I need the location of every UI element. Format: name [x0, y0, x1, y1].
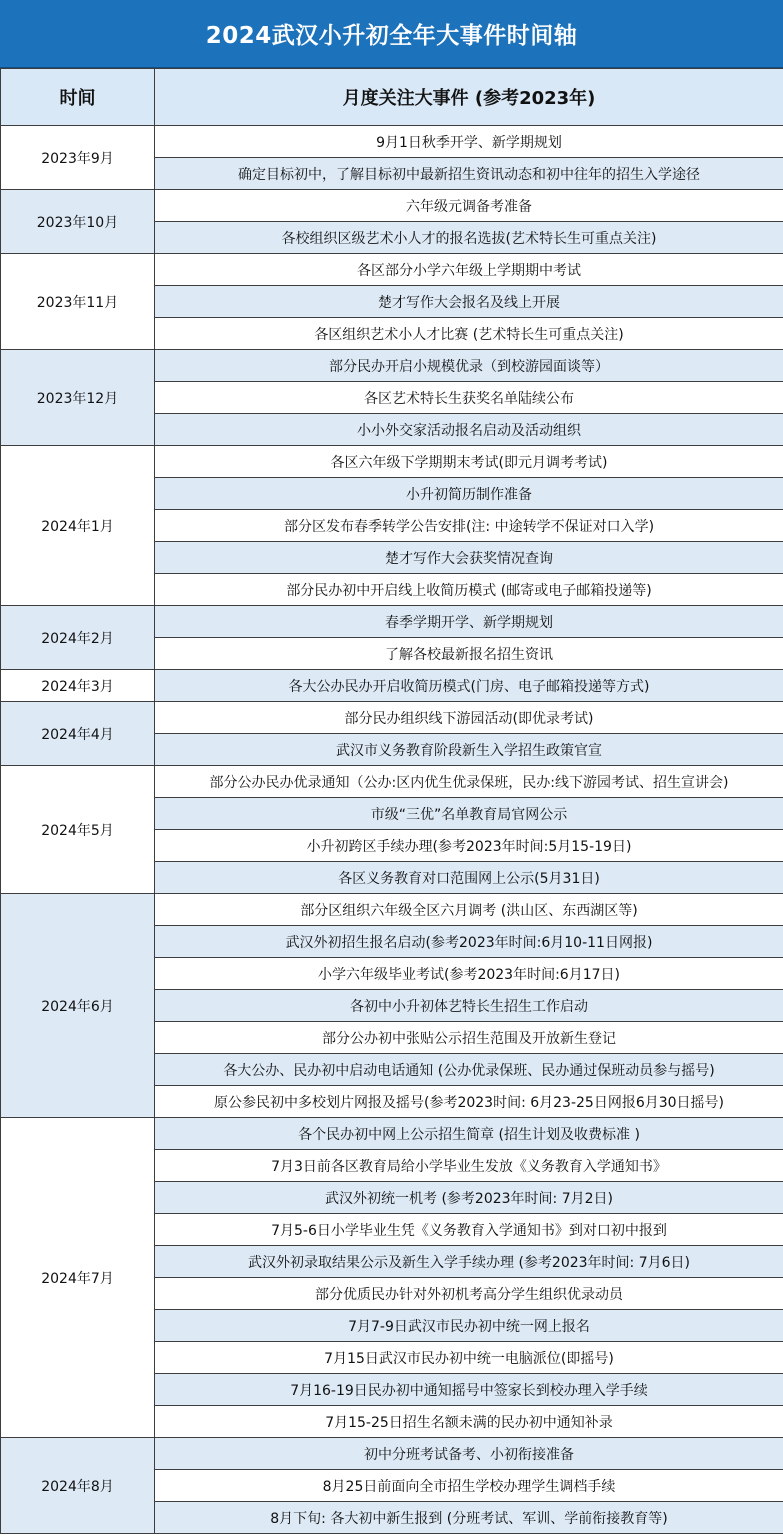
- month-cell: 2024年6月: [1, 894, 155, 1118]
- event-cell: 各大公办民办开启收简历模式(门房、电子邮箱投递等方式): [155, 670, 783, 702]
- event-cell: 确定目标初中，了解目标初中最新招生资讯动态和初中往年的招生入学途径: [155, 158, 783, 190]
- event-cell: 7月3日前各区教育局给小学毕业生发放《义务教育入学通知书》: [155, 1150, 783, 1182]
- month-cell: 2024年1月: [1, 446, 155, 606]
- table-row: [1, 190, 783, 222]
- month-cell: 2023年11月: [1, 254, 155, 350]
- page-title: 2024武汉小升初全年大事件时间轴: [0, 0, 783, 68]
- event-cell: 各区部分小学六年级上学期期中考试: [155, 254, 783, 286]
- event-cell: 武汉外初录取结果公示及新生入学手续办理 (参考2023年时间: 7月6日): [155, 1246, 783, 1278]
- event-cell: 部分民办组织线下游园活动(即优录考试): [155, 702, 783, 734]
- event-cell: 各区义务教育对口范围网上公示(5月31日): [155, 862, 783, 894]
- table-row: [1, 766, 783, 798]
- table-row: [1, 126, 783, 158]
- events-column-header: 月度关注大事件 (参考2023年): [155, 69, 783, 126]
- timeline-table: [0, 68, 783, 1534]
- event-cell: 7月15日武汉市民办初中统一电脑派位(即摇号): [155, 1342, 783, 1374]
- event-cell: 各区组织艺术小人才比赛 (艺术特长生可重点关注): [155, 318, 783, 350]
- table-header-row: [1, 69, 783, 126]
- event-cell: 武汉外初统一机考 (参考2023年时间: 7月2日): [155, 1182, 783, 1214]
- table-row: [1, 702, 783, 734]
- event-cell: 小小外交家活动报名启动及活动组织: [155, 414, 783, 446]
- event-cell: 部分公办民办优录通知（公办:区内优生优录保班，民办:线下游园考试、招生宣讲会): [155, 766, 783, 798]
- event-cell: 部分民办初中开启线上收简历模式 (邮寄或电子邮箱投递等): [155, 574, 783, 606]
- table-row: [1, 1118, 783, 1150]
- event-cell: 楚才写作大会报名及线上开展: [155, 286, 783, 318]
- event-cell: 原公参民初中多校划片网报及摇号(参考2023时间: 6月23-25日网报6月30日摇号): [155, 1086, 783, 1118]
- table-row: [1, 1438, 783, 1470]
- event-cell: 各区艺术特长生获奖名单陆续公布: [155, 382, 783, 414]
- event-cell: 小升初简历制作准备: [155, 478, 783, 510]
- month-cell: 2023年12月: [1, 350, 155, 446]
- event-cell: 7月15-25日招生名额未满的民办初中通知补录: [155, 1406, 783, 1438]
- table-row: [1, 254, 783, 286]
- event-cell: 小学六年级毕业考试(参考2023年时间:6月17日): [155, 958, 783, 990]
- month-cell: 2024年7月: [1, 1118, 155, 1438]
- event-cell: 小升初跨区手续办理(参考2023年时间:5月15-19日): [155, 830, 783, 862]
- event-cell: 各校组织区级艺术小人才的报名选拔(艺术特长生可重点关注): [155, 222, 783, 254]
- month-cell: 2023年10月: [1, 190, 155, 254]
- month-cell: 2024年4月: [1, 702, 155, 766]
- month-cell: 2024年8月: [1, 1438, 155, 1534]
- month-cell: 2024年2月: [1, 606, 155, 670]
- table-row: [1, 670, 783, 702]
- event-cell: 初中分班考试备考、小初衔接准备: [155, 1438, 783, 1470]
- timeline-body: [1, 126, 783, 1534]
- event-cell: 部分公办初中张贴公示招生范围及开放新生登记: [155, 1022, 783, 1054]
- event-cell: 市级“三优”名单教育局官网公示: [155, 798, 783, 830]
- event-cell: 各初中小升初体艺特长生招生工作启动: [155, 990, 783, 1022]
- event-cell: 六年级元调备考准备: [155, 190, 783, 222]
- event-cell: 武汉外初招生报名启动(参考2023年时间:6月10-11日网报): [155, 926, 783, 958]
- table-row: [1, 894, 783, 926]
- event-cell: 部分区发布春季转学公告安排(注: 中途转学不保证对口入学): [155, 510, 783, 542]
- event-cell: 部分民办开启小规模优录（到校游园面谈等）: [155, 350, 783, 382]
- event-cell: 各区六年级下学期期末考试(即元月调考考试): [155, 446, 783, 478]
- event-cell: 部分优质民办针对外初机考高分学生组织优录动员: [155, 1278, 783, 1310]
- event-cell: 8月25日前面向全市招生学校办理学生调档手续: [155, 1470, 783, 1502]
- event-cell: 8月下旬: 各大初中新生报到 (分班考试、军训、学前衔接教育等): [155, 1502, 783, 1534]
- event-cell: 部分区组织六年级全区六月调考 (洪山区、东西湖区等): [155, 894, 783, 926]
- event-cell: 9月1日秋季开学、新学期规划: [155, 126, 783, 158]
- time-column-header: 时间: [1, 69, 155, 126]
- event-cell: 各个民办初中网上公示招生简章 (招生计划及收费标准 ): [155, 1118, 783, 1150]
- event-cell: 各大公办、民办初中启动电话通知 (公办优录保班、民办通过保班动员参与摇号): [155, 1054, 783, 1086]
- table-row: [1, 350, 783, 382]
- event-cell: 7月5-6日小学毕业生凭《义务教育入学通知书》到对口初中报到: [155, 1214, 783, 1246]
- event-cell: 春季学期开学、新学期规划: [155, 606, 783, 638]
- month-cell: 2023年9月: [1, 126, 155, 190]
- event-cell: 武汉市义务教育阶段新生入学招生政策官宣: [155, 734, 783, 766]
- event-cell: 7月16-19日民办初中通知摇号中签家长到校办理入学手续: [155, 1374, 783, 1406]
- event-cell: 了解各校最新报名招生资讯: [155, 638, 783, 670]
- month-cell: 2024年5月: [1, 766, 155, 894]
- event-cell: 楚才写作大会获奖情况查询: [155, 542, 783, 574]
- month-cell: 2024年3月: [1, 670, 155, 702]
- table-row: [1, 606, 783, 638]
- table-row: [1, 446, 783, 478]
- event-cell: 7月7-9日武汉市民办初中统一网上报名: [155, 1310, 783, 1342]
